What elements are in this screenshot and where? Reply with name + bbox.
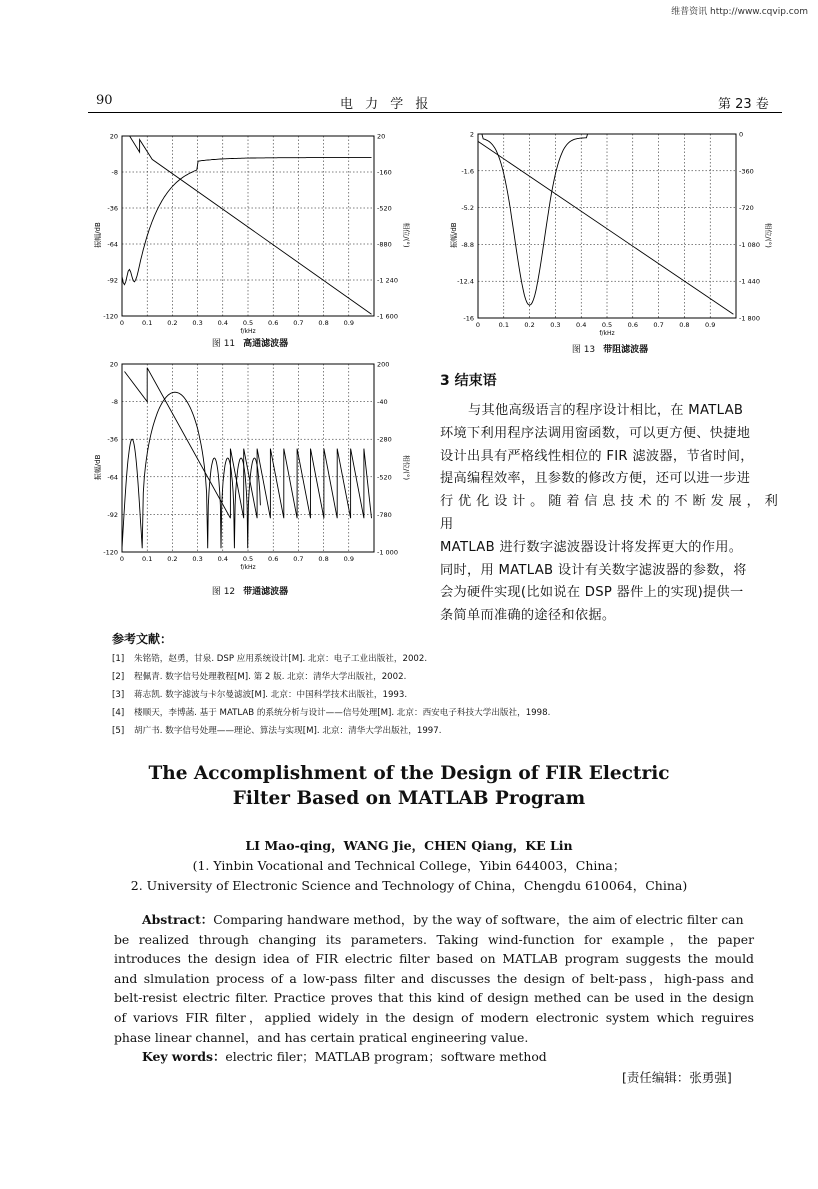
header-rule [88,112,782,113]
x-tick-label: 0.7 [293,319,304,327]
reference-number: [2] [112,672,125,682]
english-authors: LI Mao-qing，WANG Jie，CHEN Qiang，KE Lin [245,838,573,853]
abstract-line: and slmulation process of a low-pass filter and discusses the design of belt-pass，high-pass and [114,970,754,986]
reference-number: [1] [112,654,125,664]
reference-item [112,670,550,688]
watermark-text: 维普资讯 http://www.cqvip.com [671,7,808,17]
section-3-line: 条简单而准确的途径和依据。 [440,608,616,624]
reference-text: 楼顺天，李博菡. 基于 MATLAB 的系统分析与设计——信号处理[M]. 北京：西安电子科技大学出版社，1998. [134,708,551,718]
reference-item [112,652,550,670]
x-tick-label: 0.3 [192,555,203,563]
x-axis-label: f/kHz [240,564,256,571]
section-3-line: 同时，用 MATLAB 设计有关数字滤波器的参数，将 [440,562,747,578]
figure-11-high-pass [88,128,418,335]
figure-13-band-stop [440,128,780,338]
reference-text: 程佩青. 数字信号处理教程[M]. 第 2 版. 北京：清华大学出版社，2002. [134,672,407,682]
english-title-line-1: The Accomplishment of the Design of FIR Electric [148,763,670,784]
x-tick-label: 0.2 [167,555,178,563]
y2-tick-label: -1 080 [739,240,760,249]
y2-axis-label: 相位/(°) [402,454,410,481]
figure-11-caption [160,336,340,349]
x-tick-label: 0.7 [293,555,304,563]
y-tick-label: -36 [107,435,118,444]
reference-number: [3] [112,690,125,700]
abstract-line: of variovs FIR filter，applied widely in the design of modern electronic system which reguires [114,1009,754,1025]
y-tick-label: 2 [469,130,474,139]
y2-tick-label: -520 [377,204,392,213]
figure-11-title: 高通滤波器 [243,339,289,349]
x-tick-label: 0 [475,321,481,329]
y-tick-label: -16 [463,314,474,323]
english-abstract [114,910,754,1067]
abstract-line: belt-resist electric filter. Practice proves that this kind of design methed can be used in the design [114,990,754,1006]
x-axis-label: f/kHz [599,330,615,337]
y2-tick-label: -1 800 [739,314,760,323]
x-tick-label: 0.2 [167,319,178,327]
y-axis-label: 振幅/dB [94,454,102,481]
x-tick-label: 0.3 [192,319,203,327]
x-tick-label: 0.5 [242,319,254,327]
section-3-title: 3 结束语 [440,373,497,389]
x-tick-label: 0.1 [142,319,153,327]
section-3-line: 行优化设计。随着信息技术的不断发展，利用 [440,494,782,532]
x-tick-label: 0.1 [498,321,509,329]
y2-tick-label: 20 [377,132,386,141]
figure-12-title: 带通滤波器 [243,587,289,597]
y2-axis-label: 相位/(°) [402,222,410,248]
page-number: 90 [96,93,113,108]
x-tick-label: 0.4 [217,555,228,563]
x-tick-label: 0.5 [242,555,254,563]
abstract-line: Comparing handware method，by the way of software，the aim of electric filter can [213,912,744,927]
x-tick-label: 0.6 [627,321,638,329]
x-tick-label: 0.9 [343,319,354,327]
x-tick-label: 0.1 [142,555,153,563]
reference-text: 胡广书. 数字信号处理——理论、算法与实现[M]. 北京：清华大学出版社，1997. [134,726,442,736]
phase-curve [125,368,372,518]
y-tick-label: -36 [107,204,118,213]
section-3-line: 设计出具有严格线性相位的 FIR 滤波器，节省时间， [440,448,754,464]
x-tick-label: 0.4 [576,321,587,329]
figure-12-number: 图 12 [211,587,236,597]
y2-tick-label: -880 [377,240,392,249]
figure-13-title: 带阻滤波器 [603,345,649,355]
journal-name: 电 力 学 报 [340,97,433,112]
phase-curve [478,141,733,314]
section-3-body [440,400,782,628]
section-3-line: 提高编程效率，且参数的修改方便，还可以进一步进 [440,471,751,487]
x-tick-label: 0.9 [705,321,716,329]
y-tick-label: -1.6 [461,167,474,176]
y2-tick-label: 0 [739,130,744,139]
section-3-line: 会为硬件实现(比如说在 DSP 器件上的实现)提供一 [440,585,744,601]
x-tick-label: 0.8 [318,319,329,327]
y2-tick-label: -720 [739,204,754,213]
y2-tick-label: -1 240 [377,276,398,285]
figure-13-caption [520,342,700,355]
y-tick-label: -92 [107,510,118,519]
english-title-line-2: Filter Based on MATLAB Program [232,788,586,809]
y-tick-label: -5.2 [461,204,474,213]
y-axis-label: 振幅/dB [94,222,102,248]
x-tick-label: 0.2 [524,321,535,329]
x-tick-label: 0.8 [318,555,329,563]
y-tick-label: -120 [103,548,118,557]
keywords-label: Key words： [142,1049,226,1065]
x-tick-label: 0.7 [653,321,664,329]
x-tick-label: 0 [119,319,125,327]
y-tick-label: -92 [107,276,118,285]
section-3-line: 与其他高级语言的程序设计相比，在 MATLAB [468,403,744,418]
magnitude-curve [122,158,372,285]
x-tick-label: 0.6 [268,319,279,327]
y-tick-label: 20 [109,360,118,369]
reference-list [112,652,550,742]
y-tick-label: -120 [103,312,118,321]
y2-tick-label: -780 [377,510,392,519]
y2-tick-label: 200 [377,360,390,369]
abstract-label: Abstract： [142,912,214,927]
reference-item [112,706,550,724]
reference-text: 蒋志凯. 数字滤波与卡尔曼滤波[M]. 北京：中国科学技术出版社，1993. [134,690,408,700]
reference-item [112,724,550,742]
x-tick-label: 0.9 [343,555,354,563]
y2-tick-label: -360 [739,167,754,176]
reference-number: [5] [112,726,125,736]
y2-tick-label: -1 600 [377,312,398,321]
reference-number: [4] [112,708,125,718]
volume-label: 第 23 卷 [718,97,769,112]
y-tick-label: -64 [107,473,118,482]
english-affiliation-2: 2. University of Electronic Science and Technology of China，Chengdu 610064，China) [130,878,688,893]
y-tick-label: -8.8 [461,240,474,249]
reference-text: 朱铭锆，赵勇，甘泉. DSP 应用系统设计[M]. 北京：电子工业出版社，2002. [134,654,428,664]
x-tick-label: 0.6 [268,555,279,563]
x-tick-label: 0.3 [550,321,561,329]
reference-item [112,688,550,706]
figure-12-caption [160,584,340,597]
phase-curve [130,136,372,314]
section-3-line: 环境下利用程序法调用窗函数，可以更方便、快捷地 [440,425,751,441]
section-3-line: MATLAB 进行数字滤波器设计将发挥更大的作用。 [440,539,743,555]
y-tick-label: -64 [107,240,118,249]
y2-axis-label: 相位/(°) [764,222,772,248]
magnitude-curve [122,392,260,548]
y-tick-label: -8 [111,168,118,177]
abstract-line: phase linear channel，and has certain pratical engineering value. [114,1029,529,1045]
abstract-line: introduces the design idea of FIR electric filter based on MATLAB program suggests the mould [114,951,754,967]
y-tick-label: 20 [109,132,118,141]
x-tick-label: 0 [119,555,125,563]
x-tick-label: 0.4 [217,319,228,327]
y-tick-label: -12.4 [457,277,474,286]
y-axis-label: 振幅/dB [450,222,458,249]
references-heading: 参考文献： [112,632,173,646]
y2-tick-label: -520 [377,473,392,482]
y2-tick-label: -1 000 [377,548,398,557]
keywords-text: electric filer；MATLAB program；software method [225,1049,547,1065]
y-tick-label: -8 [111,398,118,407]
english-affiliation-1: (1. Yinbin Vocational and Technical College，Yibin 644003，China； [192,858,626,873]
figure-12-band-pass [88,356,418,578]
figure-11-number: 图 11 [211,339,236,349]
x-axis-label: f/kHz [240,328,256,335]
y2-tick-label: -280 [377,435,392,444]
editor-note: [责任编辑：张勇强] [622,1070,732,1085]
x-tick-label: 0.8 [679,321,690,329]
figure-13-number: 图 13 [571,345,596,355]
y2-tick-label: -1 440 [739,277,760,286]
abstract-line: be realized through changing its parameters. Taking wind-function for example，the paper [114,931,754,947]
y2-tick-label: -160 [377,168,392,177]
y2-tick-label: -40 [377,398,388,407]
x-tick-label: 0.5 [601,321,613,329]
